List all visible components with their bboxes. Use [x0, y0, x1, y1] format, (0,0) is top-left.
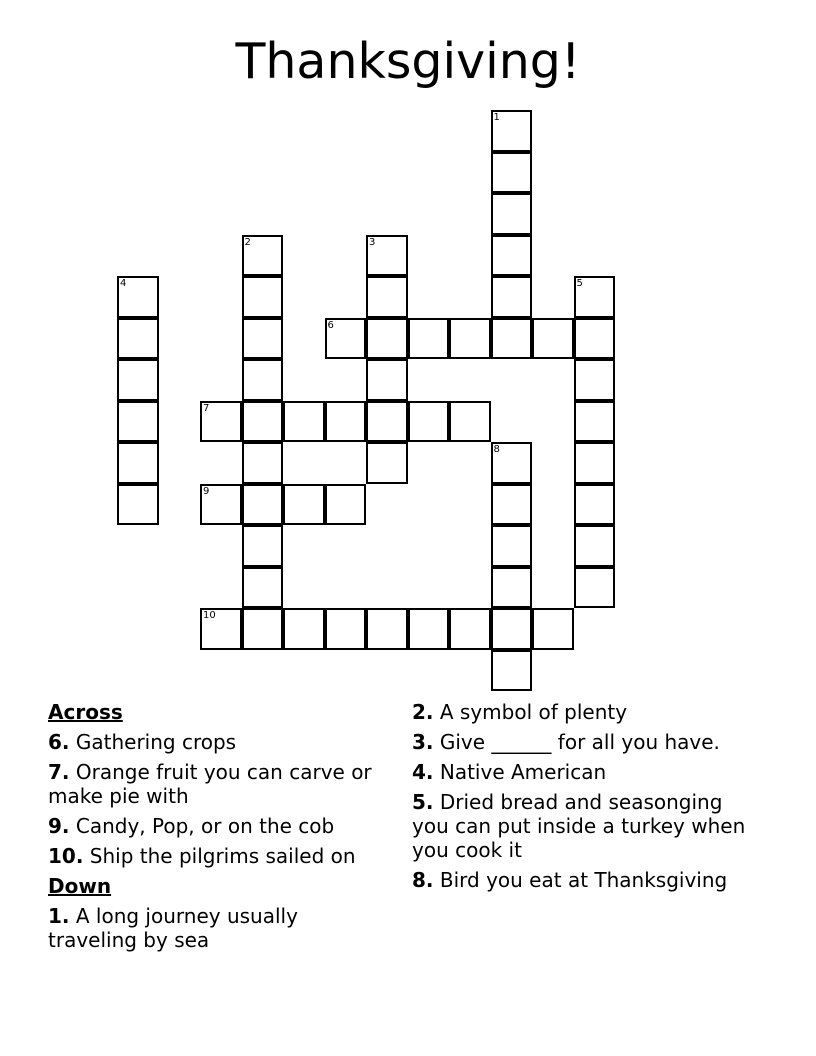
grid-cell[interactable] — [532, 318, 574, 360]
grid-cell[interactable] — [117, 442, 159, 484]
clue-text: Orange fruit you can carve or make pie with — [48, 760, 372, 808]
clue-number: 10. — [48, 844, 84, 868]
grid-cell[interactable] — [242, 442, 284, 484]
grid-cell[interactable] — [574, 318, 616, 360]
grid-cell[interactable] — [491, 525, 533, 567]
grid-cell[interactable] — [408, 401, 450, 443]
grid-cell[interactable] — [574, 401, 616, 443]
clue-number-label: 5 — [576, 278, 583, 289]
clue-text: A long journey usually traveling by sea — [48, 904, 298, 952]
clue-text: Give ______ for all you have. — [439, 730, 720, 754]
grid-cell[interactable] — [117, 484, 159, 526]
clue-across-10 — [48, 844, 388, 868]
grid-cell[interactable] — [283, 484, 325, 526]
grid-cell[interactable] — [366, 359, 408, 401]
clue-number: 5. — [412, 790, 434, 814]
clue-number-label: 8 — [493, 444, 500, 455]
grid-cell[interactable] — [532, 608, 574, 650]
clue-across-9 — [48, 814, 388, 838]
clue-number-label: 7 — [203, 402, 210, 414]
puzzle-title: Thanksgiving! — [235, 33, 581, 90]
grid-cell[interactable] — [449, 318, 491, 360]
clue-across-7 — [48, 760, 388, 808]
clue-number: 9. — [48, 814, 70, 838]
grid-cell[interactable] — [491, 484, 533, 526]
grid-cell[interactable] — [242, 484, 284, 526]
grid-cell[interactable] — [491, 193, 533, 235]
grid-cell[interactable] — [574, 484, 616, 526]
clue-number: 3. — [412, 730, 434, 754]
grid-cell[interactable] — [242, 318, 284, 360]
grid-cell[interactable] — [242, 525, 284, 567]
grid-cell[interactable] — [491, 235, 533, 277]
grid-cell[interactable] — [283, 608, 325, 650]
clue-number-label: 3 — [369, 236, 376, 248]
down-heading: Down — [48, 874, 112, 898]
clue-number-label: 4 — [120, 278, 127, 289]
clue-down-5 — [412, 790, 757, 862]
clue-number-label: 1 — [493, 112, 500, 123]
grid-cell[interactable] — [242, 401, 284, 443]
grid-cell[interactable] — [325, 484, 367, 526]
clue-text: A symbol of plenty — [439, 700, 628, 724]
grid-cell[interactable] — [574, 567, 616, 609]
clue-number: 2. — [412, 700, 434, 724]
grid-cell[interactable] — [449, 608, 491, 650]
grid-cell[interactable] — [366, 276, 408, 318]
clue-down-4 — [412, 760, 757, 784]
clues-left-column — [48, 700, 388, 958]
clue-text: Dried bread and seasonging you can put inside a turkey when you cook it — [412, 790, 746, 862]
clue-across-6 — [48, 730, 388, 754]
grid-cell[interactable] — [408, 608, 450, 650]
clue-number: 1. — [48, 904, 70, 928]
grid-cell[interactable] — [408, 318, 450, 360]
grid-cell[interactable] — [574, 359, 616, 401]
clue-text: Gathering crops — [75, 730, 237, 754]
clue-number-label: 10 — [203, 610, 216, 621]
clue-down-1 — [48, 904, 388, 952]
clue-number-label: 2 — [244, 236, 251, 248]
grid-cell[interactable] — [491, 567, 533, 609]
clue-text: Bird you eat at Thanksgiving — [439, 868, 728, 892]
clue-number: 8. — [412, 868, 434, 892]
clue-down-8 — [412, 868, 757, 892]
grid-cell[interactable] — [242, 359, 284, 401]
clue-text: Ship the pilgrims sailed on — [89, 844, 356, 868]
grid-cell[interactable] — [574, 525, 616, 567]
grid-cell[interactable] — [366, 318, 408, 360]
grid-cell[interactable] — [242, 567, 284, 609]
clue-number-label: 6 — [327, 319, 334, 331]
grid-cell[interactable] — [283, 401, 325, 443]
grid-cell[interactable] — [366, 442, 408, 484]
clue-text: Native American — [439, 760, 607, 784]
clue-number-label: 9 — [203, 485, 210, 497]
grid-cell[interactable] — [491, 152, 533, 194]
grid-cell[interactable] — [325, 401, 367, 443]
clue-number: 4. — [412, 760, 434, 784]
clue-down-3 — [412, 730, 757, 754]
clues-right-column — [412, 700, 757, 898]
grid-cell[interactable] — [574, 442, 616, 484]
grid-cell[interactable] — [366, 401, 408, 443]
clue-text: Candy, Pop, or on the cob — [75, 814, 335, 838]
grid-cell[interactable] — [491, 276, 533, 318]
grid-cell[interactable] — [117, 318, 159, 360]
grid-cell[interactable] — [325, 608, 367, 650]
grid-cell[interactable] — [491, 608, 533, 650]
grid-cell[interactable] — [491, 318, 533, 360]
grid-cell[interactable] — [366, 608, 408, 650]
clue-number: 6. — [48, 730, 70, 754]
grid-cell[interactable] — [242, 276, 284, 318]
grid-cell[interactable] — [117, 401, 159, 443]
clue-down-2 — [412, 700, 757, 724]
clue-number: 7. — [48, 760, 70, 784]
grid-cell[interactable] — [491, 650, 533, 692]
grid-cell[interactable] — [449, 401, 491, 443]
grid-cell[interactable] — [242, 608, 284, 650]
grid-cell[interactable] — [117, 359, 159, 401]
across-heading: Across — [48, 700, 123, 724]
